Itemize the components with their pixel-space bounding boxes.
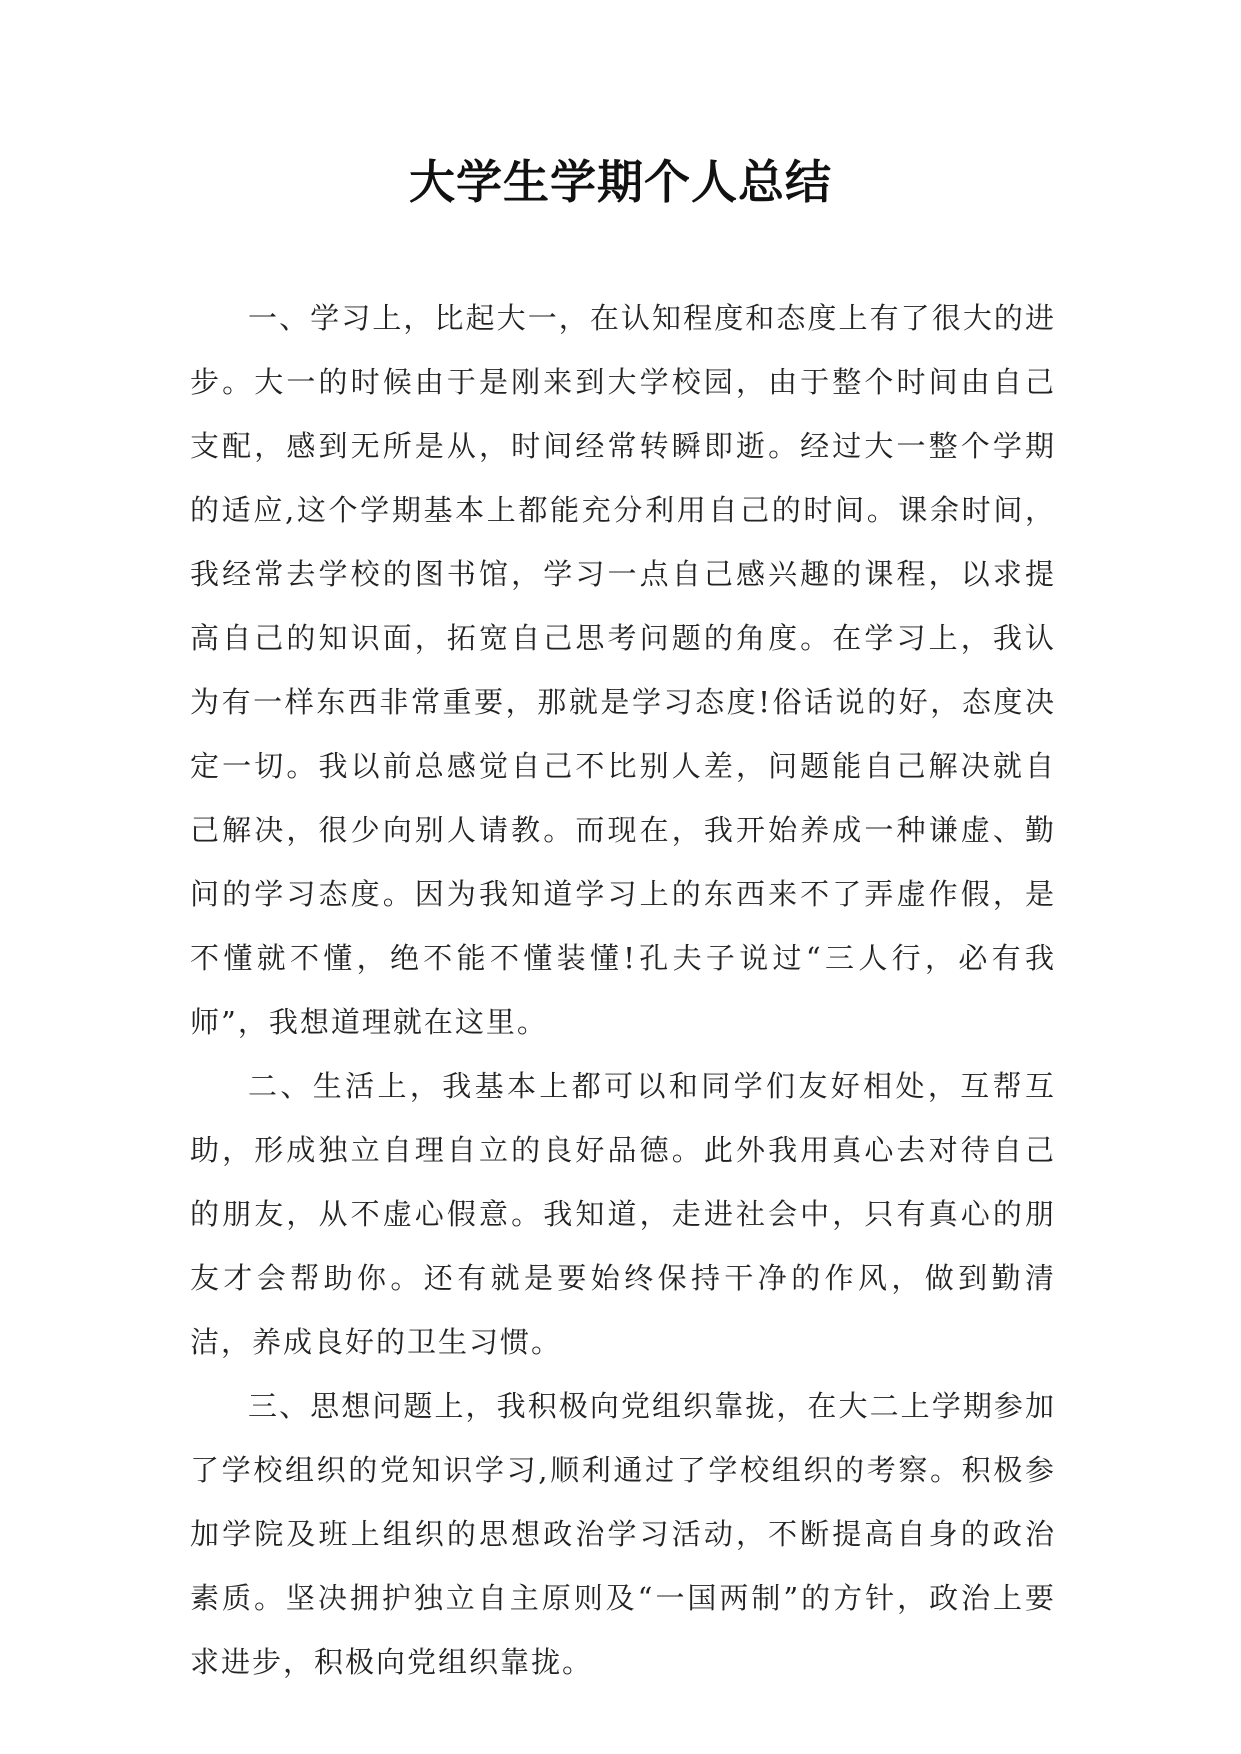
document-body: [190, 286, 1056, 1694]
paragraph-thought: 三、思想问题上，我积极向党组织靠拢，在大二上学期参加了学校组织的党知识学习,顺利通过了学校组织的考察。积极参加学院及班上组织的思想政治学习活动，不断提高自身的政治素质。坚决拥护独立自主原则及“一国两制”的方针，政治上要求进步，积极向党组织靠拢。: [190, 1389, 1056, 1679]
document-title: 大学生学期个人总结: [409, 155, 832, 209]
paragraph-study: 一、学习上，比起大一，在认知程度和态度上有了很大的进步。大一的时候由于是刚来到大学校园，由于整个时间由自己支配，感到无所是从，时间经常转瞬即逝。经过大一整个学期的适应,这个学期基本上都能充分利用自己的时间。课余时间，我经常去学校的图书馆，学习一点自己感兴趣的课程，以求提高自己的知识面，拓宽自己思考问题的角度。在学习上，我认为有一样东西非常重要，那就是学习态度!俗话说的好，态度决定一切。我以前总感觉自己不比别人差，问题能自己解决就自己解决，很少向别人请教。而现在，我开始养成一种谦虚、勤问的学习态度。因为我知道学习上的东西来不了弄虚作假，是不懂就不懂，绝不能不懂装懂!孔夫子说过“三人行，必有我师”，我想道理就在这里。: [190, 301, 1056, 1039]
paragraph-life: 二、生活上，我基本上都可以和同学们友好相处，互帮互助，形成独立自理自立的良好品德。此外我用真心去对待自己的朋友，从不虚心假意。我知道，走进社会中，只有真心的朋友才会帮助你。还有就是要始终保持干净的作风，做到勤清洁，养成良好的卫生习惯。: [190, 1069, 1056, 1359]
